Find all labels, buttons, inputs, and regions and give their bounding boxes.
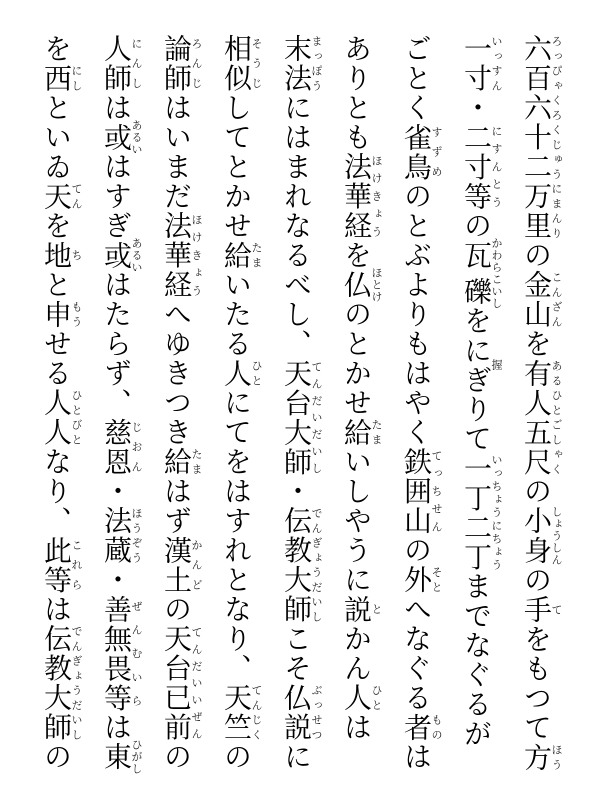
text-segment: ありとも — [340, 34, 373, 152]
text-segment: を — [40, 211, 73, 241]
text-segment: ・ — [100, 476, 133, 506]
ruby-segment: 天台已前てんだいいぜん — [160, 624, 203, 742]
ruby-segment: 小身しょうしん — [520, 505, 563, 566]
furigana: ひとびと — [70, 388, 83, 447]
text-column-3 — [386, 34, 446, 782]
ruby-segment: 給たま — [340, 417, 383, 447]
text-segment: は — [100, 93, 133, 123]
ruby-segment: 有人五尺あるひとごしゃく — [520, 358, 563, 477]
text-segment: までなぐるが — [460, 571, 493, 749]
text-column-5 — [266, 34, 326, 782]
furigana: て — [550, 595, 563, 625]
ruby-segment: 相似そうじ — [220, 34, 263, 93]
ruby-segment: 方ほう — [520, 742, 563, 772]
furigana: いっすん — [490, 34, 503, 93]
ruby-segment: 或あるい — [100, 119, 143, 156]
furigana: ほとけ — [370, 266, 383, 303]
furigana: ほう — [550, 742, 563, 772]
ruby-segment: 末法まっぽう — [280, 34, 323, 93]
text-segment: に — [280, 742, 313, 772]
ruby-segment: 地ち — [40, 240, 83, 270]
ruby-segment: 天台大師てんだいだいし — [280, 358, 323, 477]
text-segment: のとかせ — [340, 299, 373, 418]
furigana: たま — [250, 240, 263, 270]
text-segment: いしやうに — [340, 447, 373, 595]
furigana: でんぎょうだいし — [310, 506, 323, 624]
text-segment: へなぐる — [400, 594, 433, 713]
text-segment: をもつて — [520, 624, 553, 743]
text-column-4 — [326, 34, 386, 782]
ruby-segment: 東ひがし — [100, 738, 143, 775]
furigana: てんじく — [250, 683, 263, 742]
ruby-segment: 此等これら — [40, 535, 83, 595]
furigana: かんど — [190, 535, 203, 595]
furigana: こんざん — [550, 270, 563, 329]
furigana: てっちせん — [430, 447, 443, 536]
text-segment: といゐ — [40, 93, 73, 182]
ruby-segment: 者もの — [400, 712, 443, 742]
ruby-segment: 鉄囲山てっちせん — [400, 447, 443, 536]
furigana: ち — [70, 240, 83, 270]
text-segment: はず — [160, 476, 193, 536]
ruby-segment: 人師にんし — [100, 34, 143, 93]
text-column-1 — [506, 34, 566, 782]
ruby-segment: 申もう — [40, 299, 83, 329]
furigana: ひがし — [130, 738, 143, 775]
furigana: てんだいだいし — [310, 358, 323, 477]
ruby-segment: 仏ほとけ — [340, 266, 383, 303]
text-column-8 — [86, 34, 146, 782]
text-segment: は — [400, 742, 433, 772]
furigana: ひと — [250, 358, 263, 388]
ruby-segment: 法蔵ほうぞう — [100, 506, 143, 565]
furigana: たま — [370, 417, 383, 447]
text-segment: を — [340, 240, 373, 270]
furigana: ひと — [370, 683, 383, 713]
text-segment: の — [160, 742, 193, 772]
text-segment: の — [400, 535, 433, 565]
furigana: あるい — [130, 237, 143, 274]
ruby-segment: 給たま — [220, 240, 263, 270]
furigana: にんし — [130, 34, 143, 93]
ruby-segment: 慈恩じおん — [100, 417, 143, 477]
furigana: あるひとごしゃく — [550, 358, 563, 477]
ruby-segment: 雀鳥すずめ — [400, 122, 443, 182]
text-segment: こそ — [280, 624, 313, 683]
text-segment: の — [40, 742, 73, 772]
text-segment: へゆきつき — [160, 299, 193, 447]
ruby-segment: 二寸等にすんとう — [460, 122, 503, 211]
ruby-segment: 手て — [520, 595, 563, 625]
furigana: そうじ — [250, 34, 263, 93]
text-column-6 — [206, 34, 266, 782]
ruby-segment: 瓦礫かわらこいし — [460, 237, 503, 310]
text-segment: りて — [460, 394, 493, 454]
text-segment: の — [160, 594, 193, 624]
furigana: しょうしん — [550, 505, 563, 566]
text-segment: はいまだ — [160, 93, 193, 211]
text-segment: はたらず、 — [100, 270, 133, 418]
ruby-segment: 人ひと — [220, 358, 263, 388]
ruby-segment: 一寸いっすん — [460, 34, 503, 93]
text-segment: にはまれなるべし、 — [280, 93, 313, 359]
furigana: いっちょうにちょう — [490, 453, 503, 572]
furigana: たま — [190, 447, 203, 477]
text-segment: と — [40, 270, 73, 300]
text-segment: の — [520, 476, 553, 506]
ruby-segment: 金山こんざん — [520, 270, 563, 329]
text-segment: の — [520, 565, 553, 595]
ruby-segment: 仏説ぶっせつ — [280, 683, 323, 742]
ruby-segment: 法華経ほけきょう — [340, 152, 383, 241]
text-segment: は — [40, 594, 73, 624]
furigana: かわらこいし — [490, 237, 503, 310]
text-segment: のとぶよりもはやく — [400, 181, 433, 447]
furigana: もの — [430, 712, 443, 742]
ruby-segment: 論師ろんじ — [160, 34, 203, 93]
text-column-9 — [26, 34, 86, 782]
furigana: ろっぴゃくろくじゅうにまんり — [550, 34, 563, 241]
furigana: てんだいいぜん — [190, 624, 203, 742]
ruby-segment: 人人ひとびと — [40, 388, 83, 447]
furigana: すずめ — [430, 122, 443, 182]
furigana: 握 — [490, 335, 503, 395]
text-segment: ごとく — [400, 34, 433, 123]
text-segment: の — [460, 211, 493, 241]
text-segment: してとかせ — [220, 93, 253, 241]
text-segment: はすぎ — [100, 152, 133, 241]
furigana: でんぎょうだいし — [70, 624, 83, 742]
text-segment: の — [520, 240, 553, 270]
ruby-segment: 天竺てんじく — [220, 683, 263, 742]
furigana: と — [370, 594, 383, 624]
furigana: じおん — [130, 417, 143, 477]
furigana: にし — [70, 63, 83, 93]
text-segment: にてをはすれとなり、 — [220, 388, 253, 683]
furigana: にすんとう — [490, 122, 503, 211]
text-segment: なり、 — [40, 447, 73, 536]
text-segment: かん — [340, 624, 373, 683]
ruby-segment: 六百六十二万里ろっぴゃくろくじゅうにまんり — [520, 34, 563, 241]
ruby-segment: 説と — [340, 594, 383, 624]
furigana: そと — [430, 565, 443, 595]
furigana: もう — [70, 299, 83, 329]
furigana: これら — [70, 535, 83, 595]
furigana: ほけきょう — [190, 211, 203, 300]
text-segment: は — [100, 712, 133, 742]
ruby-segment: 給たま — [160, 447, 203, 477]
text-segment: の — [220, 742, 253, 772]
text-column-2 — [446, 34, 506, 782]
text-segment: ・ — [460, 93, 493, 123]
text-segment: せる — [40, 329, 73, 388]
furigana: てん — [70, 181, 83, 211]
ruby-segment: 人ひと — [340, 683, 383, 713]
text-segment: ・ — [280, 476, 313, 506]
furigana: ぶっせつ — [310, 683, 323, 742]
ruby-segment: 天てん — [40, 181, 83, 211]
ruby-segment: 西にし — [40, 63, 83, 93]
furigana: ろんじ — [190, 34, 203, 93]
furigana: あるい — [130, 119, 143, 156]
ruby-segment: 漢土かんど — [160, 535, 203, 595]
text-segment: は — [340, 712, 373, 742]
furigana: ぜんむいら — [130, 594, 143, 713]
text-segment: を — [40, 34, 73, 64]
ruby-segment: 善無畏等ぜんむいら — [100, 594, 143, 713]
ruby-segment: 外そと — [400, 565, 443, 595]
ruby-segment: 伝教大師でんぎょうだいし — [40, 624, 83, 742]
ruby-segment: 伝教大師でんぎょうだいし — [280, 506, 323, 624]
text-segment: ・ — [100, 565, 133, 595]
text-column-7 — [146, 34, 206, 782]
text-segment: を — [520, 329, 553, 359]
text-segment: を — [460, 306, 493, 336]
furigana: ほうぞう — [130, 506, 143, 565]
ruby-segment: 一丁二丁いっちょうにちょう — [460, 453, 503, 572]
ruby-segment: にぎ握 — [460, 335, 503, 395]
ruby-segment: 法華経ほけきょう — [160, 211, 203, 300]
text-segment: いたる — [220, 270, 253, 359]
ruby-segment: 或あるい — [100, 237, 143, 274]
furigana: まっぽう — [310, 34, 323, 93]
furigana: ほけきょう — [370, 152, 383, 241]
